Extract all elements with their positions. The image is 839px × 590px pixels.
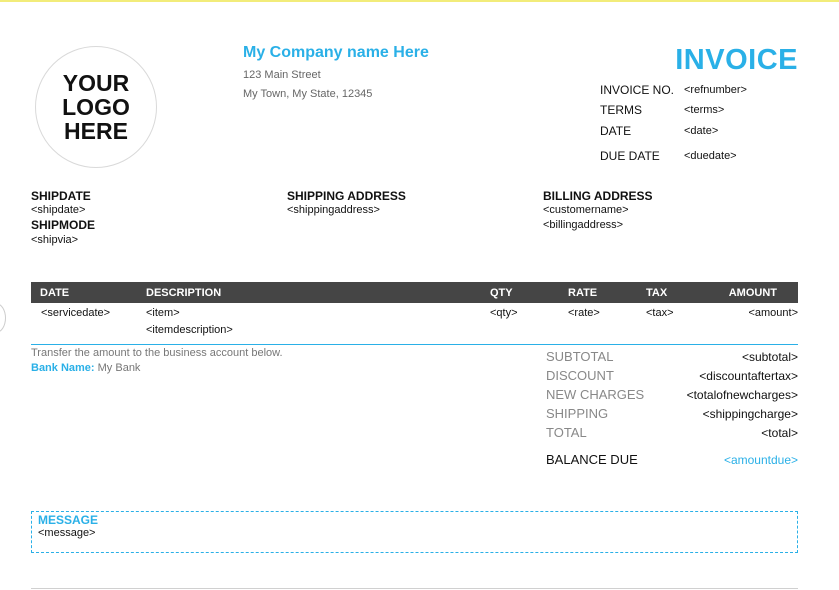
invoice-number-label: INVOICE NO.: [600, 83, 675, 97]
discount-value: <discountaftertax>: [699, 369, 798, 383]
shipmode-label: SHIPMODE: [31, 218, 96, 232]
billing-customer-name: <customername>: [543, 204, 629, 216]
column-header-rate: RATE: [568, 287, 598, 299]
shipping-address-value: <shippingaddress>: [287, 204, 380, 216]
bottom-rule: [31, 588, 798, 589]
shipping-label: SHIPPING: [546, 406, 609, 421]
side-handle: [0, 303, 6, 333]
message-label: MESSAGE: [38, 513, 99, 527]
row-rate: <rate>: [568, 307, 600, 319]
row-description: <itemdescription>: [146, 324, 233, 336]
column-header-amount: AMOUNT: [728, 287, 777, 299]
discount-label: DISCOUNT: [546, 368, 614, 383]
company-address-line2: My Town, My State, 12345: [243, 88, 373, 100]
table-bottom-rule: [31, 344, 798, 345]
row-item: <item>: [146, 307, 180, 319]
row-date: <servicedate>: [41, 307, 111, 319]
balance-due-value: <amountdue>: [723, 453, 798, 467]
billing-address-value: <billingaddress>: [543, 219, 624, 231]
due-date-label: DUE DATE: [600, 149, 660, 163]
terms-value: <terms>: [684, 104, 725, 116]
shipdate-label: SHIPDATE: [31, 189, 91, 203]
message-box: [31, 511, 798, 553]
items-table-header: [31, 282, 798, 303]
shipping-value: <shippingcharge>: [702, 407, 798, 421]
top-border: [0, 0, 839, 2]
billing-address-label: BILLING ADDRESS: [543, 189, 653, 203]
shipping-address-label: SHIPPING ADDRESS: [287, 189, 406, 203]
column-header-qty: QTY: [490, 287, 513, 299]
total-label: TOTAL: [546, 425, 587, 440]
message-value: <message>: [38, 527, 96, 539]
new-charges-label: NEW CHARGES: [546, 387, 645, 402]
bank-name-label: Bank Name:: [31, 362, 95, 374]
company-address-line1: 123 Main Street: [243, 69, 321, 81]
logo-placeholder: [35, 46, 157, 168]
invoice-number-value: <refnumber>: [684, 84, 747, 96]
subtotal-label: SUBTOTAL: [546, 349, 614, 364]
total-value: <total>: [761, 426, 798, 440]
date-label: DATE: [600, 124, 632, 138]
terms-label: TERMS: [600, 103, 642, 117]
balance-due-label: BALANCE DUE: [546, 452, 638, 467]
payment-note: Transfer the amount to the business account below.: [31, 347, 283, 359]
new-charges-value: <totalofnewcharges>: [686, 388, 798, 402]
bank-name-value: My Bank: [97, 362, 141, 374]
column-header-description: DESCRIPTION: [146, 287, 222, 299]
subtotal-value: <subtotal>: [741, 350, 798, 364]
invoice-title: INVOICE: [675, 44, 798, 76]
bank-info: [31, 362, 140, 374]
due-date-value: <duedate>: [684, 150, 737, 162]
shipmode-value: <shipvia>: [31, 234, 79, 246]
shipdate-value: <shipdate>: [31, 204, 86, 216]
row-tax: <tax>: [646, 307, 674, 319]
logo-text: YOUR LOGO HERE: [62, 70, 130, 144]
row-amount: <amount>: [748, 307, 798, 319]
row-qty: <qty>: [490, 307, 518, 319]
date-value: <date>: [684, 125, 719, 137]
company-name: My Company name Here: [243, 44, 429, 61]
column-header-tax: TAX: [646, 287, 668, 299]
column-header-date: DATE: [40, 287, 70, 299]
